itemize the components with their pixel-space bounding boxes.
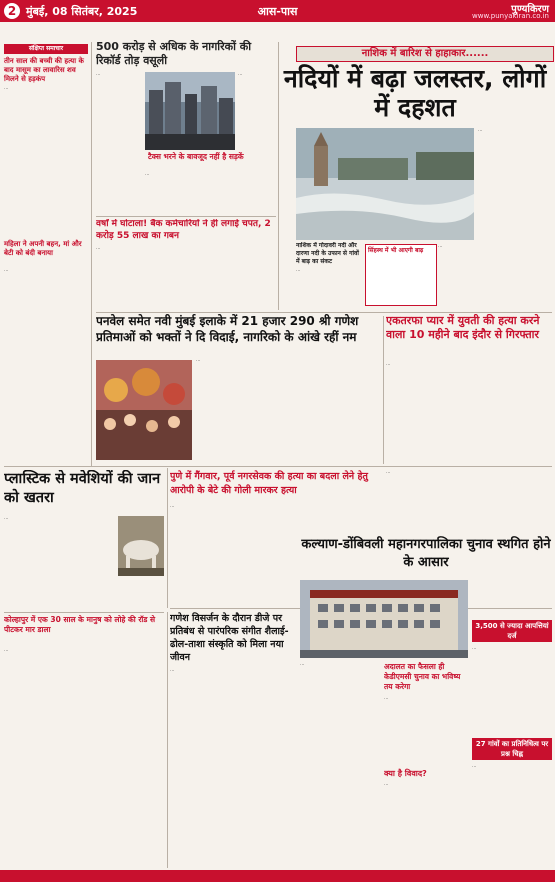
article-body: ... — [96, 246, 101, 251]
article-body: ... — [4, 516, 9, 521]
highlight-box — [472, 620, 552, 642]
subheadline: अदालत का फैसला ही केडीएमसी चुनाव का भविष्य तय करेगा — [384, 662, 461, 691]
page-date: मुंबई, 08 सितंबर, 2025 — [26, 5, 138, 18]
photo-river-flood — [296, 128, 474, 240]
article-body: ... — [145, 172, 150, 177]
article-body: ... — [4, 648, 9, 653]
boxed-note-title: सिंहस्थ में भी आएगी बाढ़ — [368, 247, 424, 254]
masthead — [0, 0, 555, 22]
nashik-subhead: नाशिक में गोदावरी नदी और दारणा नदी के उफान से गांवों में बाढ़ का संकट — [296, 242, 359, 265]
article-body: ... — [386, 362, 391, 367]
headline: एकतरफा प्यार में युवती की हत्या करने वाला 10 महीने बाद इंदौर से गिरफ्तार — [386, 314, 540, 341]
boxed-note — [365, 244, 437, 306]
page-number: 2 — [4, 3, 20, 19]
photo-city-buildings — [145, 72, 235, 150]
section-rule — [4, 612, 164, 613]
section-rule — [4, 466, 552, 467]
article-body: ... — [96, 72, 101, 77]
article-body: ... — [238, 72, 243, 77]
headline: कल्याण-डोंबिवली महानगरपालिका चुनाव स्थगित होने के आसार — [301, 537, 551, 570]
column-rule — [383, 316, 384, 464]
headline: प्लास्टिक से मवेशियों की जान को खतरा — [4, 471, 161, 506]
headline: 500 करोड़ से अधिक के नागरिकों की रिकॉर्ड तोड़ वसूली — [96, 40, 252, 67]
nashik-banner: नाशिक में बारिश से हाहाकार...... — [296, 46, 554, 62]
column-rule — [91, 42, 92, 467]
headline: वर्षों में घोटाला! बैंक कर्मचारियों ने ही लगाई चपत, 2 करोड़ 55 लाख का गबन — [96, 219, 271, 241]
highlight-box — [472, 738, 552, 760]
headline: पनवेल समेत नवी मुंबई इलाके में 21 हजार 290 श्री गणेश प्रतिमाओं को भक्तों ने दि विदाई, नागरिको के आंखे रहीं नम — [96, 314, 359, 344]
article-body: ... — [384, 696, 389, 701]
brand-url: www.punyakiran.co.in — [472, 12, 549, 20]
article-body: ... — [170, 504, 175, 509]
photo-caption-headline: टैक्स भरने के बावजूद नहीं है सड़कें — [148, 152, 244, 161]
article-body: ... — [300, 662, 305, 667]
column-rule — [167, 468, 168, 608]
brand-name: पुण्यकिरण — [511, 4, 549, 15]
article-body: ... — [384, 782, 389, 787]
section-rule — [96, 312, 552, 313]
column-rule — [167, 612, 168, 868]
article-body: ... — [478, 128, 483, 133]
subheadline: क्या है विवाद? — [384, 769, 427, 778]
sidebar-item-title: महिला ने अपनी बहन, मां और बेटी को बंदी बनाया — [4, 240, 82, 257]
article-body: ... — [472, 764, 477, 769]
article-body: ... — [196, 358, 201, 363]
photo-kdmc-building — [300, 580, 468, 658]
nashik-headline: नदियों में बढ़ा जलस्तर, लोगों में दहशत — [283, 64, 547, 122]
article-body: ... — [170, 668, 175, 673]
headline: कोल्हापुर में एक 30 साल के मानुष को लोहे की रॉड से पीटकर मार डाला — [4, 615, 156, 634]
article-body: ... — [472, 646, 477, 651]
sidebar-item-body: ... — [4, 86, 9, 91]
sidebar-item-body: ... — [4, 268, 9, 273]
sidebar-header: संक्षिप्त समाचार — [4, 44, 88, 54]
section-rule — [96, 216, 276, 217]
highlight-text: 27 गांवों का प्रतिनिधित्व पर प्रश्न चिह्न — [475, 740, 549, 758]
article-body: ... — [386, 470, 391, 475]
headline: पुणे में गैंगवार, पूर्व नगरसेवक की हत्या का बदला लेने हेतु आरोपी के बेटे की गोली मारकर हत्या — [170, 471, 368, 496]
page-footer-bar — [0, 870, 555, 882]
section-name: आस-पास — [257, 5, 298, 18]
photo-ganesh-immersion — [96, 360, 192, 460]
headline: गणेश विसर्जन के दौरान डीजे पर प्रतिबंध से पारंपरिक संगीत शैलाई- ढोल-ताशा संस्कृति को मिला नया जीवन — [170, 613, 289, 663]
article-body: ... — [438, 244, 443, 249]
photo-cattle — [118, 516, 164, 576]
sidebar-item-title: तीन साल की बच्ची की हत्या के बाद मासूम का लावारिस शव मिलने से हड़कंप — [4, 57, 84, 83]
article-body: ... — [296, 268, 301, 273]
highlight-text: 3,500 से ज्यादा आपत्तियां दर्ज — [475, 622, 549, 640]
